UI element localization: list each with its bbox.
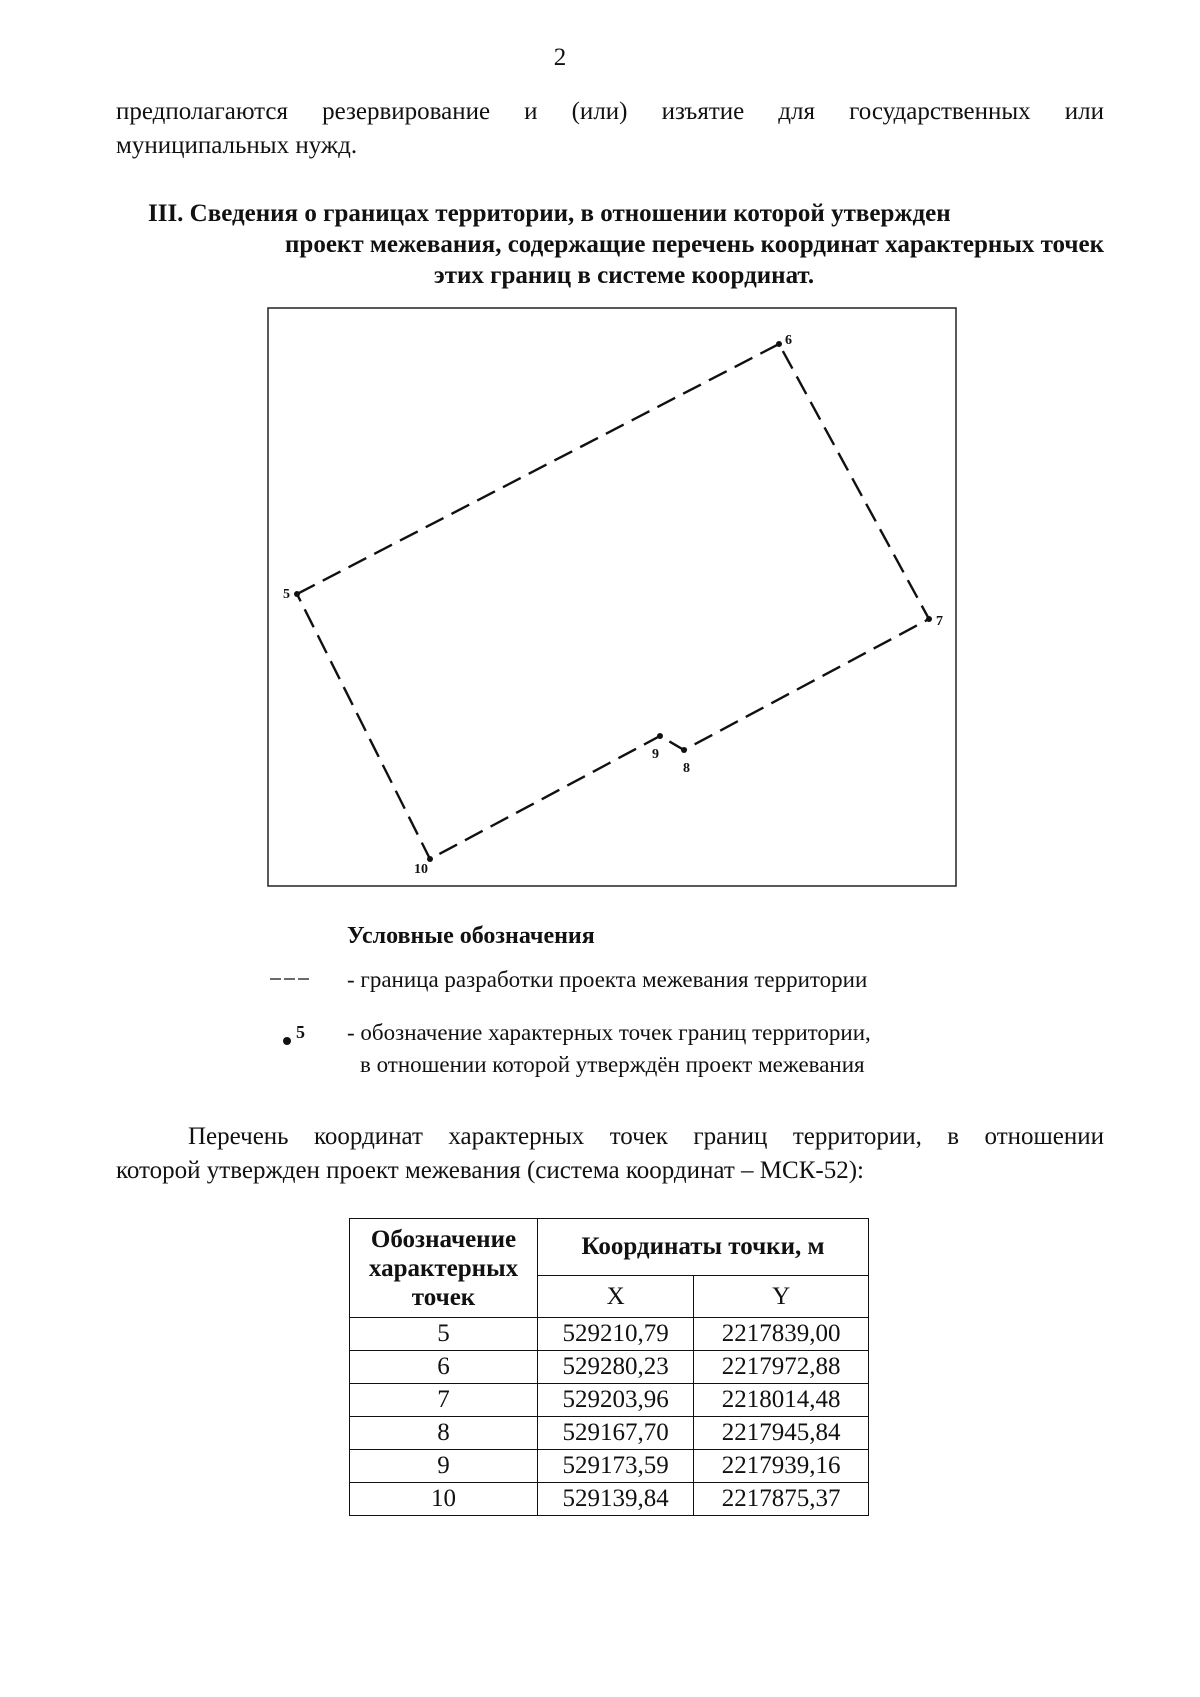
header-point-line-3: точек [411,1283,476,1311]
cell-x: 529280,23 [538,1351,694,1384]
header-coordinates: Координаты точки, м [538,1219,869,1276]
cell-y: 2217839,00 [694,1318,869,1351]
cell-y: 2218014,48 [694,1384,869,1417]
cell-point: 6 [350,1351,538,1384]
legend-point-symbol: 5 [296,1022,305,1042]
table-row [350,1384,869,1417]
point-6-marker [776,341,782,347]
legend-point-marker [283,1037,291,1045]
legend-point-description-1: - обозначение характерных точек границ территории, [347,1020,871,1045]
table-row [350,1417,869,1450]
cell-y: 2217972,88 [694,1351,869,1384]
point-9-label: 9 [652,747,659,762]
coordinates-intro-line-1: Перечень координат характерных точек границ территории, в отношении [188,1123,1104,1150]
header-y: Y [694,1276,869,1318]
cell-point: 5 [350,1318,538,1351]
section-heading [116,198,1104,291]
intro-paragraph [116,95,1104,163]
legend-dashed-line-sample [249,978,333,980]
boundary-line [297,344,929,859]
point-5-marker [294,591,300,597]
cell-y: 2217945,84 [694,1417,869,1450]
point-9-marker [657,733,663,739]
table-row [350,1483,869,1516]
point-8-marker [681,747,687,753]
intro-line-2: муниципальных нужд. [116,132,358,159]
cell-y: 2217939,16 [694,1450,869,1483]
boundary-drawing [267,307,957,887]
cell-x: 529173,59 [538,1450,694,1483]
point-6-label: 6 [785,333,792,348]
cell-x: 529210,79 [538,1318,694,1351]
section-heading-line-3: этих границ в системе координат. [433,262,815,289]
cell-x: 529167,70 [538,1417,694,1450]
cell-point: 10 [350,1483,538,1516]
cell-point: 8 [350,1417,538,1450]
header-point-designation [350,1219,538,1318]
drawing-frame [268,308,956,886]
intro-line-1: предполагаются резервирование и (или) изъятие для государственных или [116,98,1104,125]
cell-x: 529203,96 [538,1384,694,1417]
point-5-label: 5 [283,587,290,602]
coordinates-intro-line-2: которой утвержден проект межевания (система координат – МСК-52): [116,1157,864,1184]
coordinates-table [349,1218,869,1516]
boundary-points [294,341,932,862]
coordinates-intro-paragraph [116,1120,1104,1188]
cell-x: 529139,84 [538,1483,694,1516]
legend-line-description: - граница разработки проекта межевания территории [347,967,868,992]
point-8-label: 8 [683,761,690,776]
point-10-label: 10 [414,862,428,877]
section-heading-line-2: проект межевания, содержащие перечень координат характерных точек [285,231,1104,258]
cell-point: 9 [350,1450,538,1483]
point-7-label: 7 [936,614,943,629]
table-row [350,1318,869,1351]
point-7-marker [926,616,932,622]
header-point-line-1: Обозначение [370,1225,517,1253]
cell-point: 7 [350,1384,538,1417]
legend-title: Условные обозначения [347,923,595,949]
legend-point-description-2: в отношении которой утверждён проект межевания [360,1052,865,1077]
page-number: 2 [553,44,567,71]
table-row [350,1351,869,1384]
table-row [350,1450,869,1483]
header-x: X [538,1276,694,1318]
cell-y: 2217875,37 [694,1483,869,1516]
section-heading-line-1: III. Сведения о границах территории, в отношении которой утвержден [148,200,951,227]
header-point-line-2: характерных [368,1254,519,1282]
